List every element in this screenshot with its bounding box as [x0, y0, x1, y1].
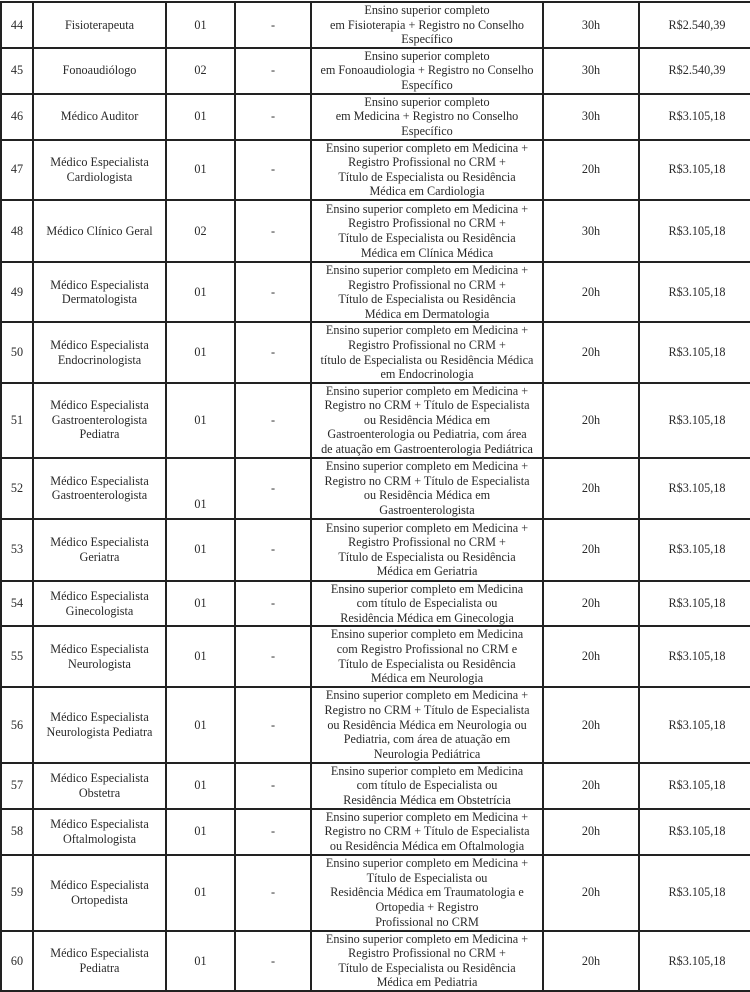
requirements — [311, 383, 543, 458]
requirement-line: Médica em Cardiologia — [369, 184, 485, 199]
workload-hours: 30h — [543, 48, 639, 94]
requirements — [311, 855, 543, 931]
requirement-line: em Fonoaudiologia + Registro no Conselho — [320, 63, 534, 78]
pcd-vacancies: - — [235, 855, 311, 931]
table-row — [1, 383, 750, 458]
job-title: Médico Especialista Pediatra — [33, 931, 166, 991]
job-title: Fisioterapeuta — [33, 2, 166, 48]
pcd-vacancies: - — [235, 262, 311, 322]
requirements — [311, 931, 543, 991]
requirement-line: título de Especialista ou Residência Médica — [320, 352, 534, 367]
pcd-vacancies: - — [235, 581, 311, 627]
table-row — [1, 458, 750, 519]
workload-hours: 20h — [543, 687, 639, 763]
row-number: 48 — [1, 200, 33, 262]
requirement-line: Título de Especialista ou Residência — [338, 549, 516, 564]
requirement-line: Específico — [401, 32, 453, 47]
salary: R$3.105,18 — [639, 383, 750, 458]
row-number: 51 — [1, 383, 33, 458]
requirements — [311, 809, 543, 855]
workload-hours: 30h — [543, 94, 639, 140]
job-title: Médico Clínico Geral — [33, 200, 166, 262]
table-row — [1, 140, 750, 200]
vacancies-table-body — [1, 2, 750, 991]
requirement-line: ou Residência Médica em — [363, 488, 491, 503]
row-number: 49 — [1, 262, 33, 322]
table-row — [1, 855, 750, 931]
row-number: 57 — [1, 763, 33, 809]
requirement-line: Título de Especialista ou Residência — [338, 960, 516, 975]
requirement-line: Ensino superior completo em Medicina — [330, 581, 524, 596]
requirement-line: Neurologia Pediátrica — [373, 746, 481, 761]
vacancies-count: 02 — [166, 200, 235, 262]
requirement-line: em Endocrinologia — [380, 367, 474, 382]
pcd-vacancies: - — [235, 200, 311, 262]
requirement-line: em Medicina + Registro no Conselho — [335, 109, 519, 124]
vacancies-count: 01 — [166, 581, 235, 627]
vacancies-count: 01 — [166, 809, 235, 855]
salary: R$3.105,18 — [639, 931, 750, 991]
requirement-line: Registro Profissional no CRM + — [348, 535, 506, 550]
requirements — [311, 262, 543, 322]
pcd-vacancies: - — [235, 519, 311, 581]
row-number: 59 — [1, 855, 33, 931]
requirement-line: ou Residência Médica em — [363, 412, 491, 427]
table-row — [1, 763, 750, 809]
salary: R$3.105,18 — [639, 809, 750, 855]
requirement-line: Médica em Pediatria — [376, 975, 478, 990]
row-number: 55 — [1, 626, 33, 686]
table-row — [1, 931, 750, 991]
vacancies-count: 01 — [166, 458, 235, 519]
pcd-vacancies: - — [235, 626, 311, 686]
row-number: 56 — [1, 687, 33, 763]
workload-hours: 20h — [543, 931, 639, 991]
job-title: Médico Especialista Obstetra — [33, 763, 166, 809]
requirements — [311, 322, 543, 382]
requirements — [311, 94, 543, 140]
requirement-line: Ensino superior completo em Medicina + — [325, 688, 529, 703]
pcd-vacancies: - — [235, 322, 311, 382]
row-number: 60 — [1, 931, 33, 991]
vacancies-count: 01 — [166, 94, 235, 140]
requirement-line: ou Residência Médica em Oftalmologia — [329, 838, 525, 853]
job-title: Fonoaudiólogo — [33, 48, 166, 94]
table-row — [1, 262, 750, 322]
row-number: 45 — [1, 48, 33, 94]
requirement-line: Ensino superior completo em Medicina — [330, 627, 524, 642]
requirement-line: Ensino superior completo em Medicina + — [325, 201, 529, 216]
requirement-line: Título de Especialista ou Residência — [338, 656, 516, 671]
requirement-line: Título de Especialista ou Residência — [338, 292, 516, 307]
requirement-line: Gastroenterologista — [379, 502, 475, 517]
vacancies-count: 01 — [166, 519, 235, 581]
vacancies-count: 01 — [166, 855, 235, 931]
requirements — [311, 626, 543, 686]
table-row — [1, 809, 750, 855]
salary: R$2.540,39 — [639, 2, 750, 48]
requirement-line: Específico — [401, 77, 453, 92]
requirement-line: Médica em Neurologia — [370, 671, 484, 686]
workload-hours: 20h — [543, 383, 639, 458]
table-row — [1, 581, 750, 627]
salary: R$3.105,18 — [639, 519, 750, 581]
salary: R$3.105,18 — [639, 200, 750, 262]
requirement-line: Ensino superior completo em Medicina + — [325, 383, 529, 398]
workload-hours: 30h — [543, 200, 639, 262]
vacancies-count: 01 — [166, 383, 235, 458]
requirement-line: Ensino superior completo em Medicina — [330, 763, 524, 778]
pcd-vacancies: - — [235, 48, 311, 94]
vacancies-count: 01 — [166, 322, 235, 382]
requirement-line: Registro no CRM + Título de Especialista — [324, 824, 530, 839]
table-row — [1, 2, 750, 48]
requirement-line: Médica em Dermatologia — [364, 306, 490, 321]
requirements — [311, 519, 543, 581]
requirement-line: Ensino superior completo — [364, 94, 490, 109]
job-title: Médico Especialista Gastroenterologista — [33, 458, 166, 519]
pcd-vacancies: - — [235, 94, 311, 140]
job-title: Médico Especialista Gastroenterologista Pediatra — [33, 383, 166, 458]
requirements — [311, 458, 543, 519]
vacancies-count: 01 — [166, 931, 235, 991]
requirements — [311, 687, 543, 763]
requirement-line: Pediatria, com área de atuação em — [343, 732, 511, 747]
pcd-vacancies: - — [235, 809, 311, 855]
workload-hours: 20h — [543, 140, 639, 200]
workload-hours: 20h — [543, 626, 639, 686]
requirement-line: Residência Médica em Obstetrícia — [343, 793, 511, 808]
salary: R$3.105,18 — [639, 140, 750, 200]
salary: R$3.105,18 — [639, 855, 750, 931]
requirements — [311, 581, 543, 627]
vacancies-count: 01 — [166, 262, 235, 322]
workload-hours: 20h — [543, 262, 639, 322]
job-title: Médico Especialista Geriatra — [33, 519, 166, 581]
requirement-line: Gastroenterologia ou Pediatria, com área — [327, 427, 527, 442]
requirement-line: Registro Profissional no CRM + — [348, 337, 506, 352]
pcd-vacancies: - — [235, 383, 311, 458]
salary: R$2.540,39 — [639, 48, 750, 94]
vacancies-count: 01 — [166, 626, 235, 686]
salary: R$3.105,18 — [639, 262, 750, 322]
row-number: 47 — [1, 140, 33, 200]
requirement-line: Título de Especialista ou Residência — [338, 169, 516, 184]
table-row — [1, 519, 750, 581]
job-title: Médico Auditor — [33, 94, 166, 140]
job-title: Médico Especialista Ginecologista — [33, 581, 166, 627]
salary: R$3.105,18 — [639, 626, 750, 686]
requirement-line: Título de Especialista ou Residência — [338, 230, 516, 245]
row-number: 52 — [1, 458, 33, 519]
table-row — [1, 48, 750, 94]
pcd-vacancies: - — [235, 2, 311, 48]
requirement-line: Profissional no CRM — [375, 914, 479, 929]
salary: R$3.105,18 — [639, 94, 750, 140]
requirements — [311, 200, 543, 262]
requirement-line: Registro no CRM + Título de Especialista — [324, 398, 530, 413]
requirement-line: Ortopedia + Registro — [375, 899, 479, 914]
requirement-line: em Fisioterapia + Registro no Conselho — [329, 17, 525, 32]
requirement-line: Ensino superior completo em Medicina + — [325, 809, 529, 824]
workload-hours: 20h — [543, 763, 639, 809]
requirement-line: Registro Profissional no CRM + — [348, 216, 506, 231]
requirement-line: Ensino superior completo em Medicina + — [325, 459, 529, 473]
requirement-line: com título de Especialista ou — [356, 596, 498, 611]
workload-hours: 20h — [543, 519, 639, 581]
requirement-line: Específico — [401, 123, 453, 138]
job-title: Médico Especialista Ortopedista — [33, 855, 166, 931]
row-number: 46 — [1, 94, 33, 140]
requirements — [311, 140, 543, 200]
pcd-vacancies: - — [235, 763, 311, 809]
salary: R$3.105,18 — [639, 458, 750, 519]
pcd-vacancies: - — [235, 140, 311, 200]
table-row — [1, 322, 750, 382]
workload-hours: 20h — [543, 458, 639, 519]
requirement-line: Médica em Geriatria — [376, 564, 478, 579]
requirement-line: Médica em Clínica Médica — [360, 245, 494, 260]
requirements — [311, 48, 543, 94]
table-row — [1, 200, 750, 262]
requirement-line: Registro no CRM + Título de Especialista — [324, 473, 530, 488]
requirement-line: Registro Profissional no CRM + — [348, 277, 506, 292]
pcd-vacancies: - — [235, 931, 311, 991]
requirements — [311, 2, 543, 48]
job-title: Médico Especialista Neurologista — [33, 626, 166, 686]
vacancies-count: 01 — [166, 687, 235, 763]
row-number: 44 — [1, 2, 33, 48]
table-row — [1, 687, 750, 763]
workload-hours: 20h — [543, 581, 639, 627]
requirement-line: Residência Médica em Traumatologia e — [330, 885, 524, 900]
requirement-line: Registro Profissional no CRM + — [348, 155, 506, 170]
salary: R$3.105,18 — [639, 322, 750, 382]
table-row — [1, 626, 750, 686]
requirement-line: Ensino superior completo em Medicina + — [325, 262, 529, 277]
requirement-line: de atuação em Gastroenterologia Pediátrica — [321, 442, 533, 457]
requirement-line: com título de Especialista ou — [356, 778, 498, 793]
requirement-line: Registro no CRM + Título de Especialista — [324, 702, 530, 717]
vacancies-table — [0, 1, 750, 992]
requirement-line: com Registro Profissional no CRM e — [336, 642, 518, 657]
workload-hours: 20h — [543, 322, 639, 382]
vacancies-count: 01 — [166, 763, 235, 809]
salary: R$3.105,18 — [639, 581, 750, 627]
pcd-vacancies: - — [235, 687, 311, 763]
requirement-line: Ensino superior completo — [364, 48, 490, 63]
vacancies-count: 01 — [166, 140, 235, 200]
vacancies-count: 02 — [166, 48, 235, 94]
row-number: 58 — [1, 809, 33, 855]
requirement-line: Ensino superior completo em Medicina + — [325, 520, 529, 535]
salary: R$3.105,18 — [639, 687, 750, 763]
requirement-line: Ensino superior completo em Medicina + — [325, 323, 529, 338]
job-title: Médico Especialista Dermatologista — [33, 262, 166, 322]
table-row — [1, 94, 750, 140]
requirements — [311, 763, 543, 809]
requirement-line: Ensino superior completo em Medicina + — [325, 856, 529, 871]
vacancies-count: 01 — [166, 2, 235, 48]
requirement-line: Ensino superior completo em Medicina + — [325, 931, 529, 946]
requirement-line: Residência Médica em Ginecologia — [340, 610, 514, 625]
workload-hours: 20h — [543, 809, 639, 855]
row-number: 53 — [1, 519, 33, 581]
row-number: 54 — [1, 581, 33, 627]
requirement-line: ou Residência Médica em Neurologia ou — [327, 717, 527, 732]
salary: R$3.105,18 — [639, 763, 750, 809]
pcd-vacancies: - — [235, 458, 311, 519]
workload-hours: 20h — [543, 855, 639, 931]
requirement-line: Ensino superior completo — [364, 3, 490, 17]
job-title: Médico Especialista Neurologista Pediatra — [33, 687, 166, 763]
requirement-line: Registro Profissional no CRM + — [348, 946, 506, 961]
job-title: Médico Especialista Oftalmologista — [33, 809, 166, 855]
requirement-line: Ensino superior completo em Medicina + — [325, 140, 529, 155]
row-number: 50 — [1, 322, 33, 382]
job-title: Médico Especialista Endocrinologista — [33, 322, 166, 382]
requirement-line: Título de Especialista ou — [366, 870, 488, 885]
job-title: Médico Especialista Cardiologista — [33, 140, 166, 200]
workload-hours: 30h — [543, 2, 639, 48]
